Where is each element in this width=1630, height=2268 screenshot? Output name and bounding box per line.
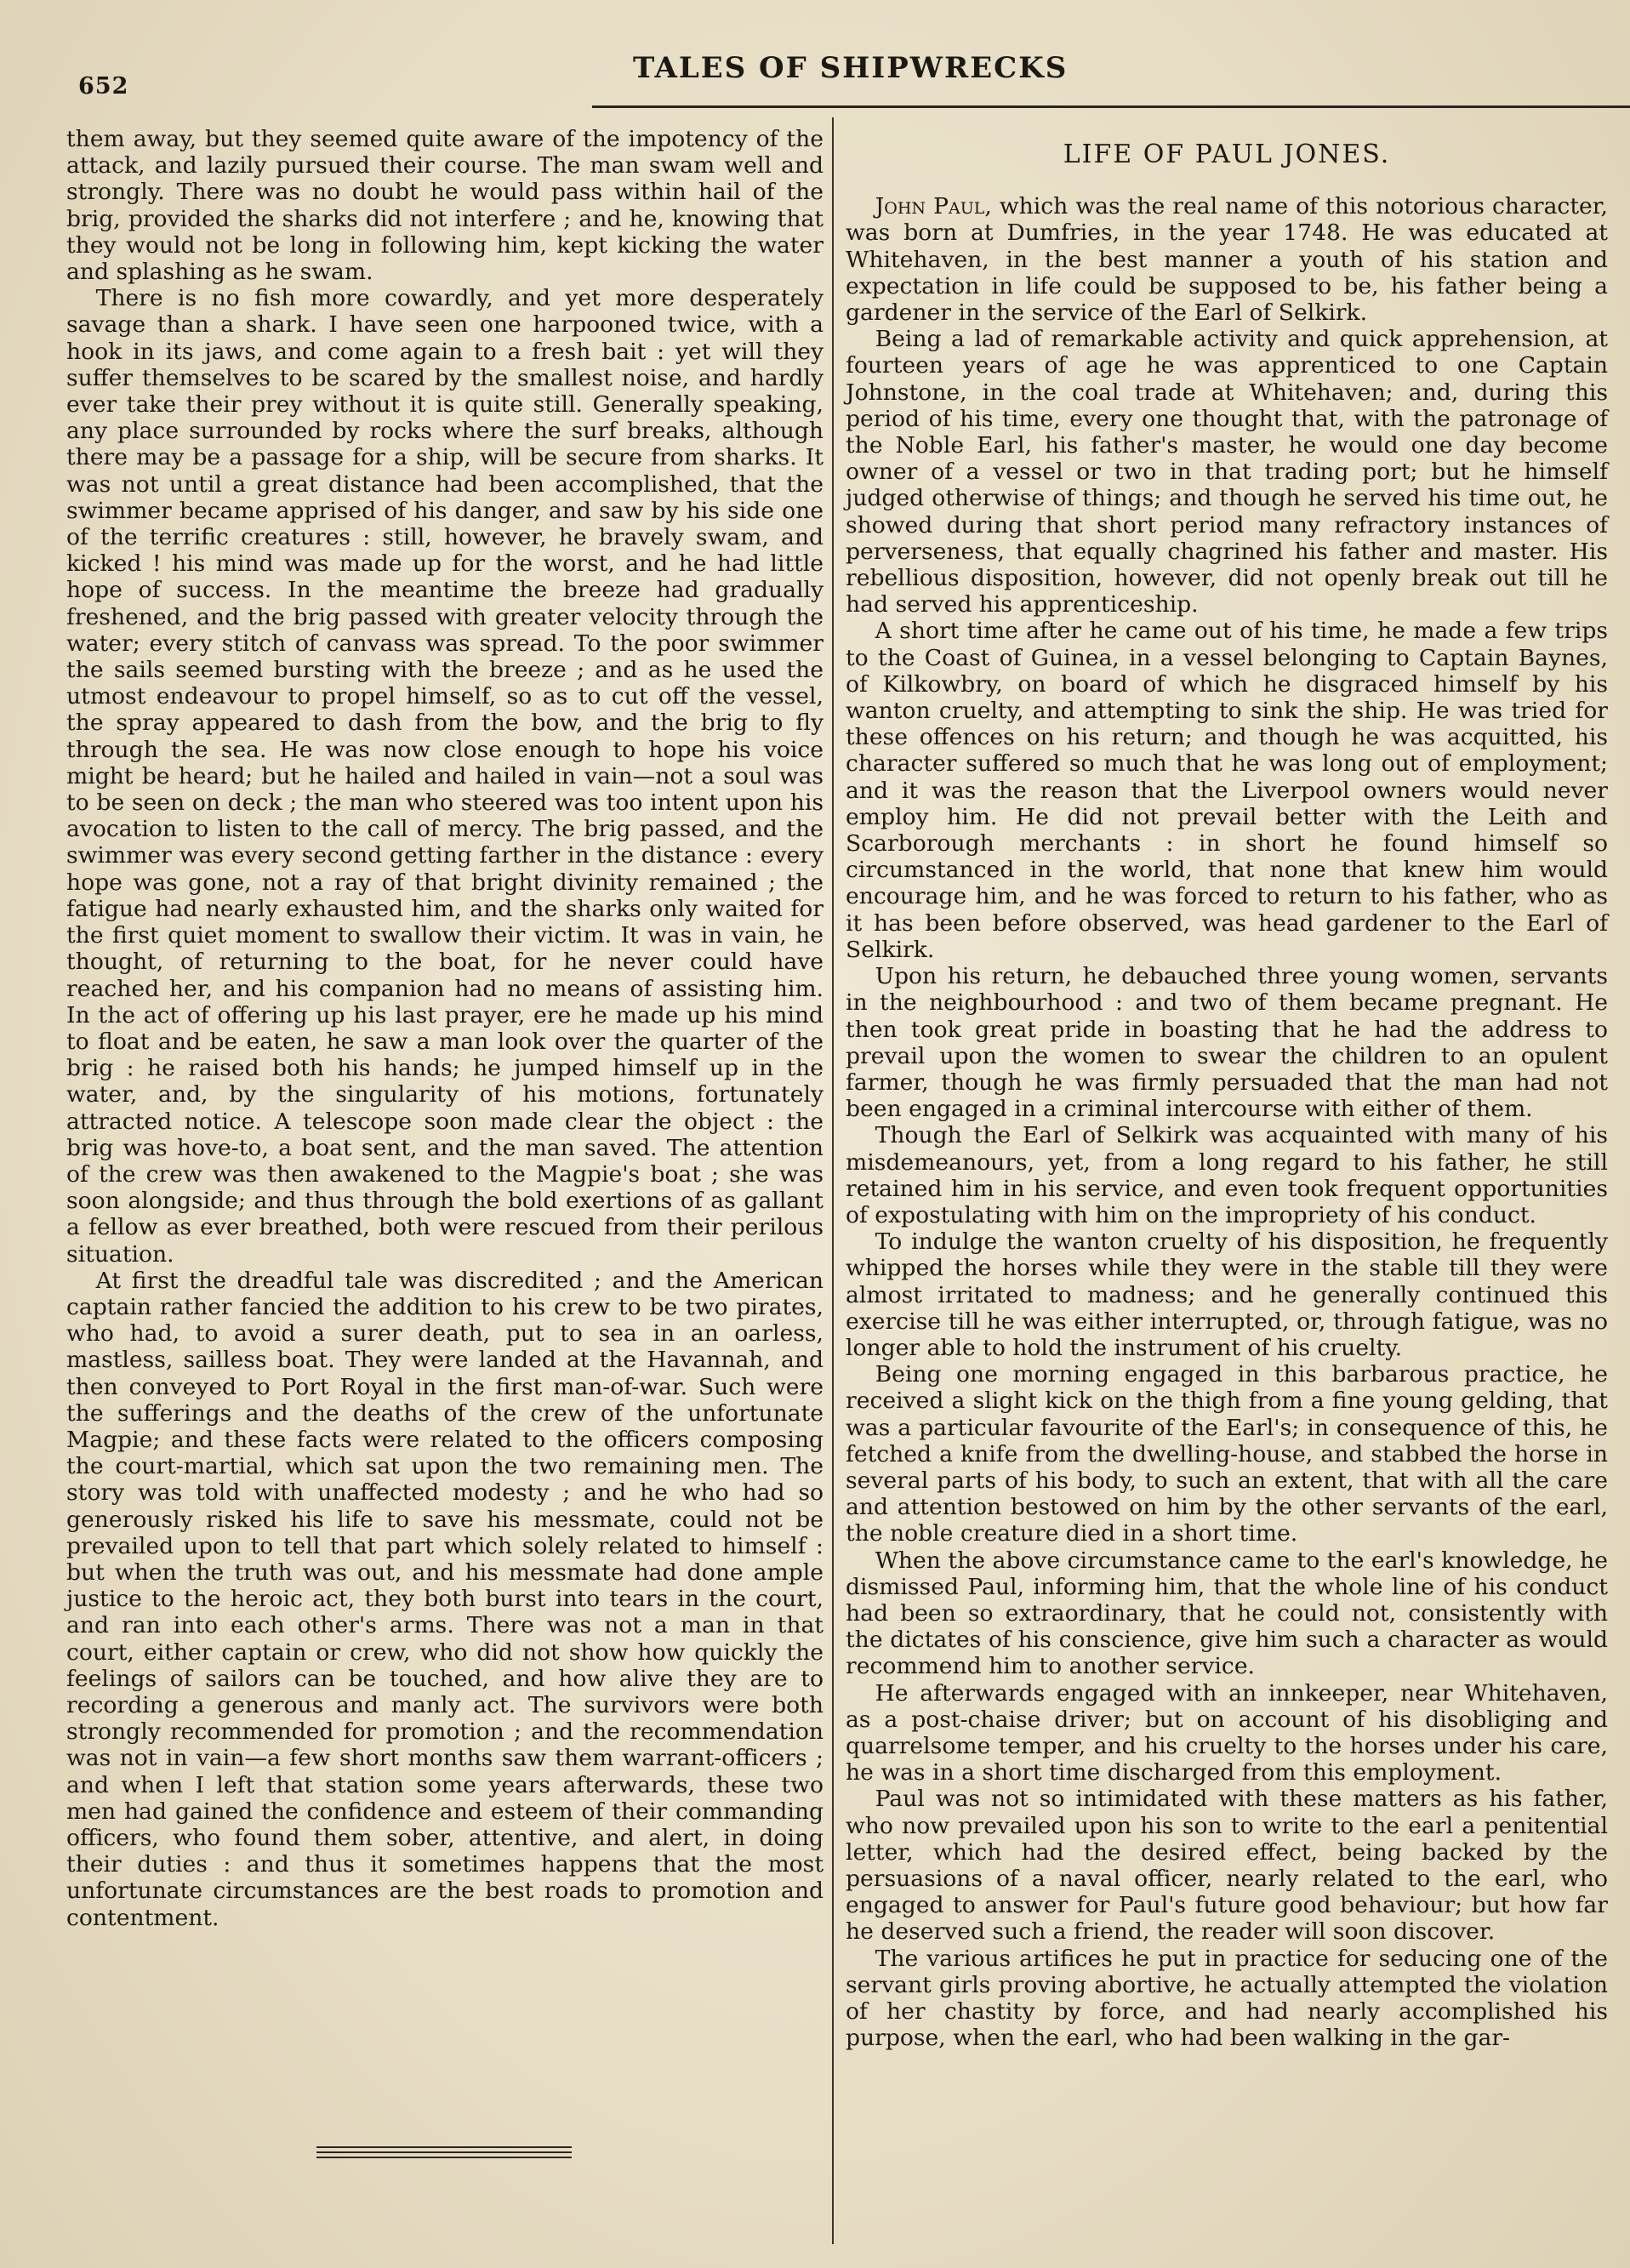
- article-heading: LIFE OF PAUL JONES.: [1063, 140, 1391, 169]
- right-column: [846, 141, 1608, 2051]
- left-column: [66, 126, 824, 1931]
- paragraph-text: , which was the real name of this notorious character, was born at Dumfries, in the year 1748. He was educated at Whitehaven, in the best manner a youth of his station and expectation in life could be supposed to be, his father being a gardener in the service of the Earl of Selkirk.: [846, 193, 1608, 327]
- end-of-article-rule: [316, 2146, 572, 2162]
- running-title: TALES OF SHIPWRECKS: [633, 51, 1069, 85]
- paragraph: He afterwards engaged with an innkeeper, near Whitehaven, as a post-chaise driver; but on account of his disobliging and quarrelsome temper, and his cruelty to the horses under his care, he was in a short time discharged from this employment.: [846, 1679, 1608, 1786]
- paragraph: At first the dreadful tale was discredited ; and the American captain rather fancied the addition to his crew to be two pirates, who had, to avoid a surer death, put to sea in an oarless, mastless, sailless boat. They were landed at the Havannah, and then conveyed to Port Royal in the first man-of-war. Such were the sufferings and the deaths of the crew of the unfortunate Magpie; and these facts were related to the officers composing the court-martial, which sat upon the two remaining men. The story was told with unaffected modesty ; and he who had so generously risked his life to save his messmate, could not be prevailed upon to tell that part which solely related to himself : but when the truth was out, and his messmate had done ample justice to the heroic act, they both burst into tears in the court, and ran into each other's arms. There was not a man in that court, either captain or crew, who did not show how quickly the feelings of sailors can be touched, and how alive they are to recording a generous and manly act. The survivors were both strongly recommended for promotion ; and the recommendation was not in vain—a few short months saw them warrant-officers ; and when I left that station some years afterwards, these two men had gained the confidence and esteem of their commanding officers, who found them sober, attentive, and alert, in doing their duties : and thus it sometimes happens that the most unfortunate circumstances are the best roads to promotion and contentment.: [66, 1267, 824, 1931]
- paragraph: There is no fish more cowardly, and yet more desperately savage than a shark. I have seen one harpooned twice, with a hook in its jaws, and come again to a fresh bait : yet will they suffer themselves to be scared by the smallest noise, and hardly ever take their prey without it is quite still. Generally speaking, any place surrounded by rocks where the surf breaks, although there may be a passage for a ship, will be secure from sharks. It was not until a great distance had been accomplished, that the swimmer became apprised of his danger, and saw by his side one of the terrific creatures : still, however, he bravely swam, and kicked ! his mind was made up for the worst, and he had little hope of success. In the meantime the breeze had gradually freshened, and the brig passed with greater velocity through the water; every stitch of canvass was spread. To the poor swimmer the sails seemed bursting with the breeze ; and as he used the utmost endeavour to propel himself, so as to cut off the vessel, the spray appeared to dash from the bow, and the brig to fly through the sea. He was now close enough to hope his voice might be heard; but he hailed and hailed in vain—not a soul was to be seen on deck ; the man who steered was too intent upon his avocation to listen to the call of mercy. The brig passed, and the swimmer was every second getting farther in the distance : every hope was gone, not a ray of that bright divinity remained ; the fatigue had nearly exhausted him, and the sharks only waited for the first quiet moment to swallow their victim. It was in vain, he thought, of returning to the boat, for he never could have reached her, and his companion had no means of assisting him. In the act of offering up his last prayer, ere he made up his mind to float and be eaten, he saw a man look over the quarter of the brig : he raised both his hands; he jumped himself up in the water, and, by the singularity of his motions, fortunately attracted notice. A telescope soon made clear the object : the brig was hove-to, a boat sent, and the man saved. The attention of the crew was then awakened to the Magpie's boat ; she was soon alongside; and thus through the bold exertions of as gallant a fellow as ever breathed, both were rescued from their perilous situation.: [66, 285, 824, 1268]
- paragraph: A short time after he came out of his time, he made a few trips to the Coast of Guinea, in a vessel belonging to Captain Baynes, of Kilkowbry, on board of which he disgraced himself by his wanton cruelty, and attempting to sink the ship. He was tried for these offences on his return; and though he was acquitted, his character suffered so much that he was long out of employment; and it was the reason that the Liverpool owners would never employ him. He did not prevail better with the Leith and Scarborough merchants : in short he found himself so circumstanced in the world, that none that knew him would encourage him, and he was forced to return to his father, who as it has been before observed, was head gardener to the Earl of Selkirk.: [846, 618, 1608, 963]
- paragraph: [846, 193, 1608, 326]
- header-rule: [592, 105, 1630, 108]
- page-number: 652: [78, 73, 129, 100]
- lead-name: John Paul: [875, 193, 985, 220]
- page-header: [65, 48, 1613, 116]
- paragraph: The various artifices he put in practice for seducing one of the servant girls proving abortive, he actually attempted the violation of her chastity by force, and had nearly accomplished his purpose, when the earl, who had been walking in the gar-: [846, 1945, 1608, 2052]
- paragraph: Upon his return, he debauched three young women, servants in the neighbourhood : and two of them became pregnant. He then took great pride in boasting that he had the address to prevail upon the women to swear the children to an opulent farmer, though he was firmly persuaded that the man had not been engaged in a criminal intercourse with either of them.: [846, 963, 1608, 1123]
- paragraph: them away, but they seemed quite aware of the impotency of the attack, and lazily pursued their course. The man swam well and strongly. There was no doubt he would pass within hail of the brig, provided the sharks did not interfere ; and he, knowing that they would not be long in following him, kept kicking the water and splashing as he swam.: [66, 126, 824, 286]
- paragraph: Being a lad of remarkable activity and quick apprehension, at fourteen years of age he was apprenticed to one Captain Johnstone, in the coal trade at Whitehaven; and, during this period of his time, every one thought that, with the patronage of the Noble Earl, his father's master, he would one day become owner of a vessel or two in that trading port; but he himself judged otherwise of things; and though he served his time out, he showed during that short period many refractory instances of perverseness, that equally chagrined his father and master. His rebellious disposition, however, did not openly break out till he had served his apprenticeship.: [846, 326, 1608, 618]
- paragraph: To indulge the wanton cruelty of his disposition, he frequently whipped the horses while they were in the stable till they were almost irritated to madness; and he generally continued this exercise till he was either interrupted, or, through fatigue, was no longer able to hold the instrument of his cruelty.: [846, 1228, 1608, 1361]
- column-rule: [832, 117, 834, 2244]
- paragraph: Paul was not so intimidated with these matters as his father, who now prevailed upon his son to write to the earl a penitential letter, which had the desired effect, being backed by the persuasions of a naval officer, nearly related to the earl, who engaged to answer for Paul's future good behaviour; but how far he deserved such a friend, the reader will soon discover.: [846, 1786, 1608, 1946]
- paragraph: Though the Earl of Selkirk was acquainted with many of his misdemeanours, yet, from a long regard to his father, he still retained him in his service, and even took frequent opportunities of expostulating with him on the impropriety of his conduct.: [846, 1122, 1608, 1228]
- paragraph: When the above circumstance came to the earl's knowledge, he dismissed Paul, informing him, that the whole line of his conduct had been so extraordinary, that he could not, consistently with the dictates of his conscience, give him such a character as would recommend him to another service.: [846, 1547, 1608, 1680]
- paragraph: Being one morning engaged in this barbarous practice, he received a slight kick on the thigh from a fine young gelding, that was a particular favourite of the Earl's; in consequence of this, he fetched a knife from the dwelling-house, and stabbed the horse in several parts of his body, to such an extent, that with all the care and attention bestowed on him by the other servants of the earl, the noble creature died in a short time.: [846, 1361, 1608, 1547]
